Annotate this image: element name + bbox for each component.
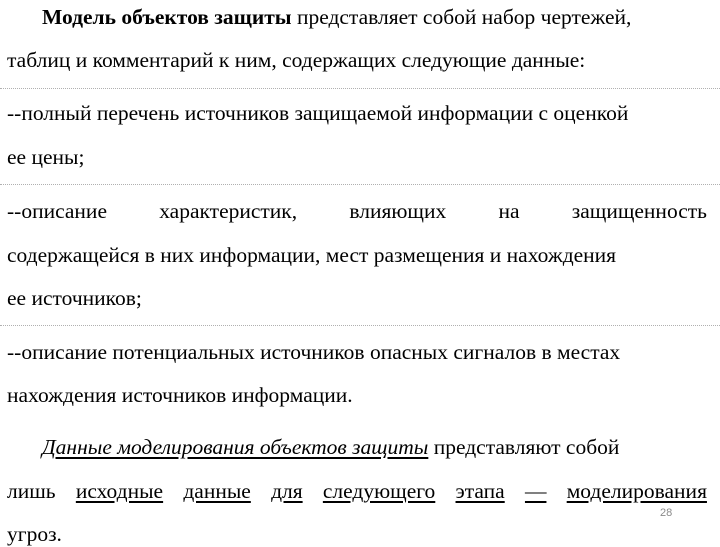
italic-underlined-term: Данные моделирования объектов защиты [42, 435, 429, 459]
p3-line-1 [7, 198, 707, 224]
word: влияющих [349, 199, 447, 223]
p4-line-1: --описание потенциальных источников опасных сигналов в местах [7, 340, 621, 364]
p3-line-3: ее источников; [7, 286, 142, 310]
word: --описание [7, 199, 107, 223]
p1-line-1-text: представляет собой набор чертежей, [291, 5, 632, 29]
separator [0, 184, 720, 185]
p5-line-1-text: представляют собой [428, 435, 620, 459]
word: защищенность [571, 199, 707, 223]
word: следующего [322, 479, 436, 503]
p2-line-1: --полный перечень источников защищаемой информации с оценкой [7, 101, 629, 125]
word: этапа [455, 479, 505, 503]
p5-line-1 [42, 434, 707, 460]
p3-line-2: содержащейся в них информации, мест размещения и нахождения [7, 243, 617, 267]
word: лишь [7, 479, 56, 503]
word: исходные [75, 479, 164, 503]
word: на [498, 199, 520, 223]
p4-line-2: нахождения источников информации. [7, 383, 353, 407]
bold-term: Модель объектов защиты [42, 5, 292, 29]
p5-line-3: угроз. [7, 522, 62, 546]
separator [0, 325, 720, 326]
word: данные [183, 479, 251, 503]
page-number: 28 [660, 507, 673, 519]
word: для [271, 479, 303, 503]
word: — [524, 479, 547, 503]
p5-line-2 [7, 478, 707, 504]
separator [0, 88, 720, 89]
word: характеристик, [159, 199, 298, 223]
p1-line-2: таблиц и комментарий к ним, содержащих следующие данные: [7, 48, 586, 72]
word: моделирования [566, 479, 707, 503]
p2-line-2: ее цены; [7, 145, 85, 169]
p1-line-1 [42, 4, 707, 30]
